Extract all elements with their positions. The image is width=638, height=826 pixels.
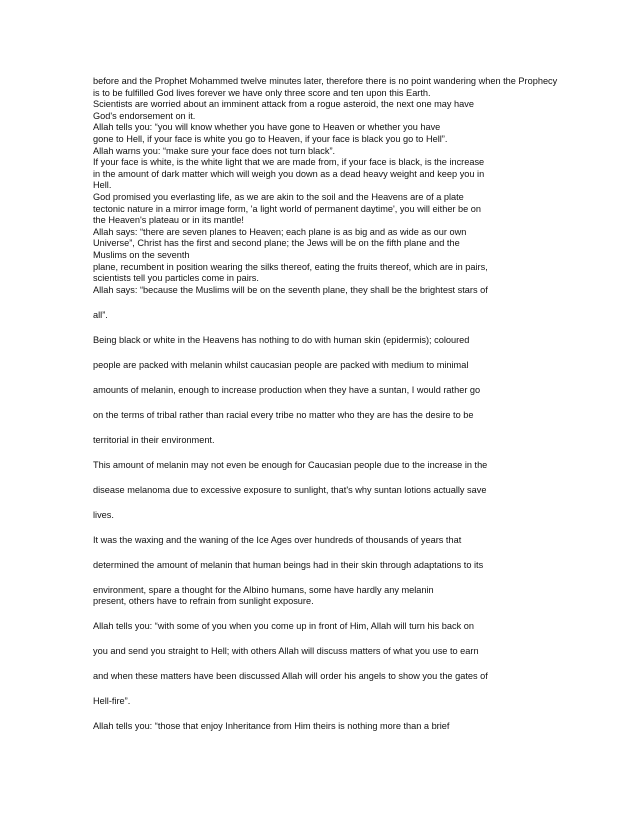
text-line: disease melanoma due to excessive exposure to sunlight, that's why suntan lotions actually save — [93, 484, 487, 495]
text-line: amounts of melanin, enough to increase production when they have a suntan, I would rather go — [93, 384, 481, 395]
text-line: This amount of melanin may not even be enough for Caucasian people due to the increase in the — [93, 459, 488, 470]
text-line: Being black or white in the Heavens has nothing to do with human skin (epidermis); coloured — [93, 334, 470, 345]
text-line: Allah tells you: “those that enjoy Inheritance from Him theirs is nothing more than a brief — [93, 721, 450, 732]
text-line: present, others have to refrain from sunlight exposure. — [93, 596, 314, 607]
text-line: God promised you everlasting life, as we are akin to the soil and the Heavens are of a plate — [93, 191, 464, 202]
text-line: environment, spare a thought for the Albino humans, some have hardly any melanin — [93, 584, 434, 595]
text-line: on the terms of tribal rather than racial every tribe no matter who they are has the desire to be — [93, 409, 474, 420]
text-line: determined the amount of melanin that human beings had in their skin through adaptations to its — [93, 559, 484, 570]
text-line: tectonic nature in a mirror image form, 'a light world of permanent daytime', you will either be on — [93, 203, 482, 214]
text-line: God's endorsement on it. — [93, 110, 196, 121]
text-line: Scientists are worried about an imminent attack from a rogue asteroid, the next one may have — [93, 99, 474, 110]
text-line: Muslims on the seventh — [93, 249, 190, 260]
text-line: scientists tell you particles come in pairs. — [93, 273, 259, 284]
text-line: Allah tells you: “you will know whether you have gone to Heaven or whether you have — [93, 122, 441, 133]
text-line: people are packed with melanin whilst caucasian people are packed with medium to minimal — [93, 359, 469, 370]
text-line: Allah warns you: “make sure your face does not turn black”. — [93, 145, 336, 156]
text-line: lives. — [93, 509, 114, 520]
text-line: Hell. — [93, 180, 112, 191]
text-line: Allah says: “there are seven planes to Heaven; each plane is as big and as wide as our own — [93, 226, 467, 237]
text-line: Allah tells you: “with some of you when you come up in front of Him, Allah will turn his back on — [93, 621, 474, 632]
text-line: you and send you straight to Hell; with others Allah will discuss matters of what you use to earn — [93, 646, 479, 657]
text-line: It was the waxing and the waning of the Ice Ages over hundreds of thousands of years that — [93, 534, 462, 545]
text-line: before and the Prophet Mohammed twelve minutes later, therefore there is no point wandering when the Prophecy — [93, 76, 558, 86]
text-line: all”. — [93, 309, 108, 320]
text-line: and when these matters have been discussed Allah will order his angels to show you the gates of — [93, 671, 488, 682]
text-line: Universe”, Christ has the first and second plane; the Jews will be on the fifth plane and the — [93, 238, 460, 249]
text-line: Hell-fire”. — [93, 696, 131, 707]
text-line: If your face is white, is the white light that we are made from, if your face is black, is the increase — [93, 157, 485, 168]
text-line: Allah says: “because the Muslims will be on the seventh plane, they shall be the brightest stars of — [93, 284, 488, 295]
text-line: territorial in their environment. — [93, 434, 215, 445]
text-line: in the amount of dark matter which will weigh you down as a dead heavy weight and keep you in — [93, 168, 485, 179]
text-line: plane, recumbent in position wearing the silks thereof, eating the fruits thereof, which are in pairs, — [93, 261, 488, 272]
text-line: gone to Hell, if your face is white you go to Heaven, if your face is black you go to Hell”. — [93, 133, 448, 144]
text-line: the Heaven's plateau or in its mantle! — [93, 215, 244, 226]
document-body — [93, 76, 633, 733]
text-line: is to be fulfilled God lives forever we have only three score and ten upon this Earth. — [93, 87, 431, 98]
